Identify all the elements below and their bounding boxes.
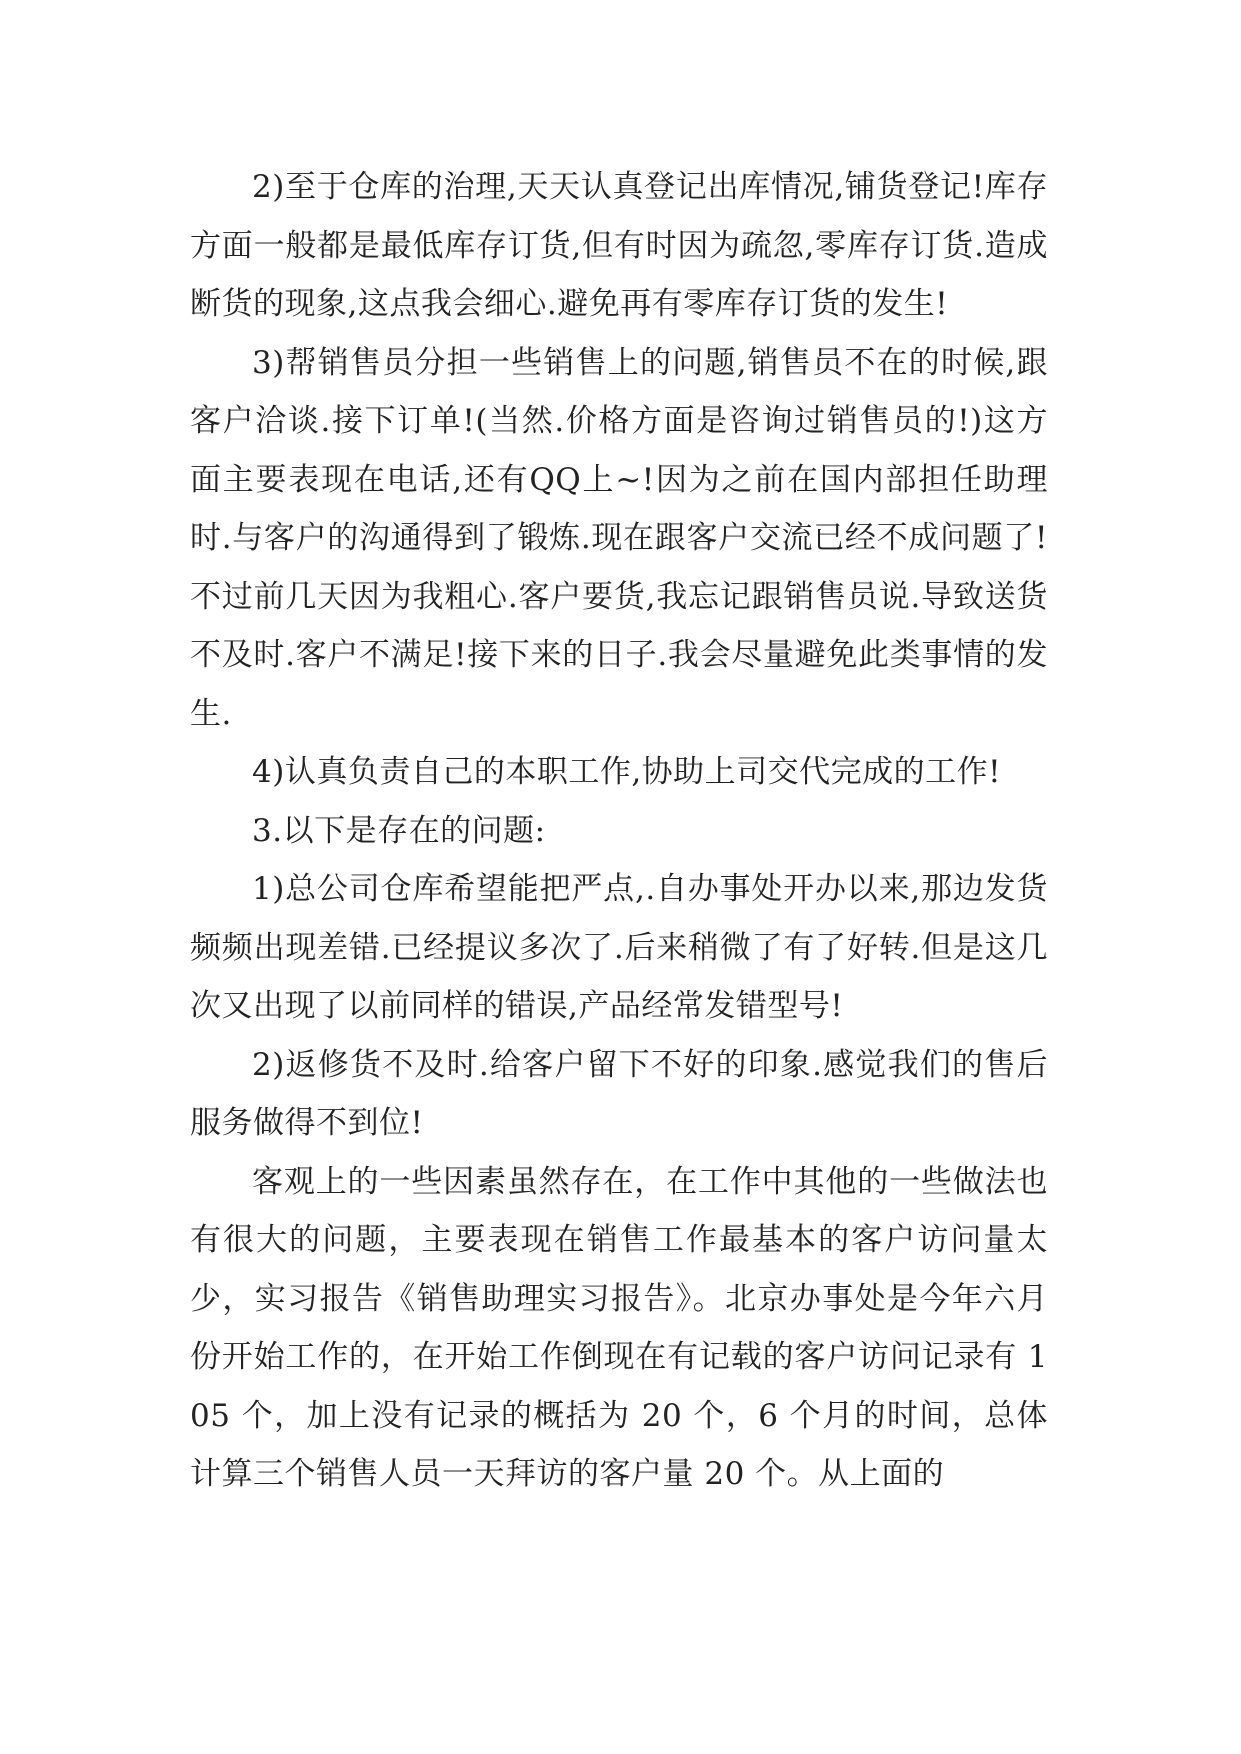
paragraph-own-duties: 4)认真负责自己的本职工作,协助上司交代完成的工作! <box>252 754 1002 790</box>
paragraph-customer-visits: 客观上的一些因素虽然存在，在工作中其他的一些做法也有很大的问题，主要表现在销售工作最基本的客户访问量太少，实习报告《销售助理实习报告》。北京办事处是今年六月份开始工作的，在开始工作倒现在有记载的客户访问记录有 105 个，加上没有记录的概括为 20 个，6 个月的时间，总体计算三个销售人员一天拜访的客户量 20 个。从上面的 <box>190 1163 1048 1492</box>
document-body <box>190 158 1048 1504</box>
paragraph-sales-assistance: 3)帮销售员分担一些销售上的问题,销售员不在的时候,跟客户洽谈.接下订单!(当然.价格方面是咨询过销售员的!)这方面主要表现在电话,还有QQ上~!因为之前在国内部担任助理时.与客户的沟通得到了锻炼.现在跟客户交流已经不成问题了!不过前几天因为我粗心.客户要货,我忘记跟销售员说.导致送货不及时.客户不满足!接下来的日子.我会尽量避免此类事情的发生. <box>190 344 1048 732</box>
paragraph-warehouse-management: 2)至于仓库的治理,天天认真登记出库情况,铺货登记!库存方面一般都是最低库存订货,但有时因为疏忽,零库存订货.造成断货的现象,这点我会细心.避免再有零库存订货的发生! <box>190 169 1048 322</box>
section-heading-problems: 3.以下是存在的问题: <box>252 812 546 849</box>
paragraph-warehouse-errors: 1)总公司仓库希望能把严点,.自办事处开办以来,那边发货频频出现差错.已经提议多次了.后来稍微了有了好转.但是这几次又出现了以前同样的错误,产品经常发错型号! <box>190 871 1048 1024</box>
paragraph-repair-delay: 2)返修货不及时.给客户留下不好的印象.感觉我们的售后服务做得不到位! <box>190 1046 1048 1141</box>
